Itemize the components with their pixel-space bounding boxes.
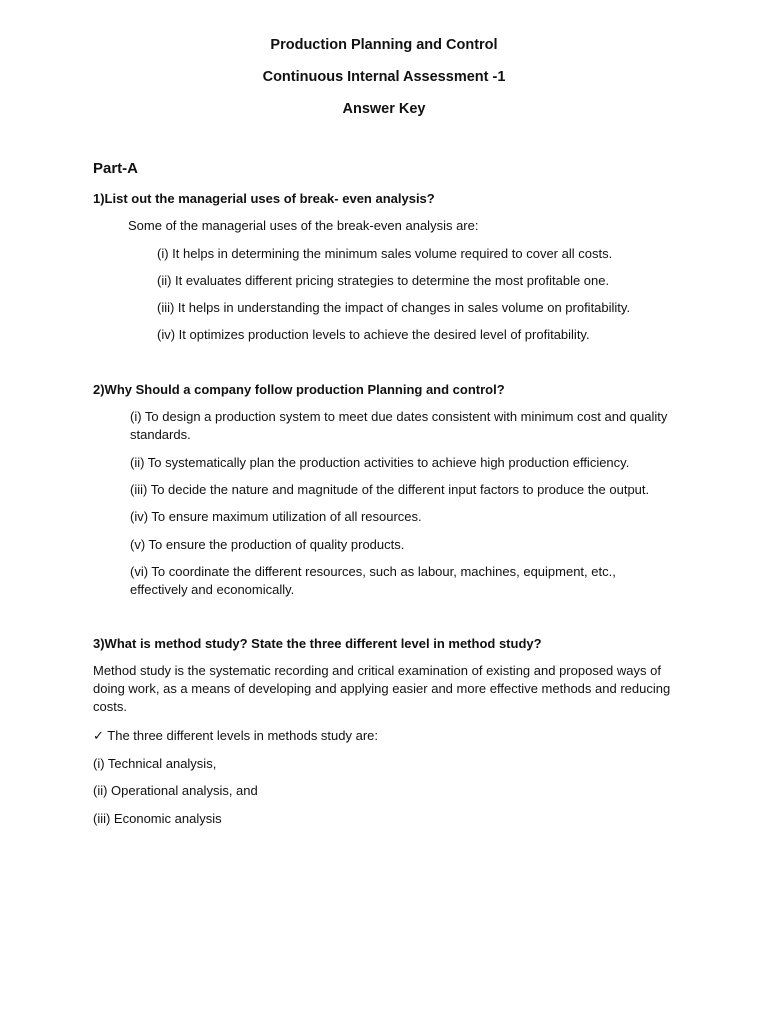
q3-level: (ii) Operational analysis, and [93, 783, 258, 798]
document-title: Production Planning and Control [270, 37, 498, 53]
question-1: 1)List out the managerial uses of break- even analysis? [93, 191, 435, 206]
q1-point: (iii) It helps in understanding the impact of changes in sales volume on profitability. [157, 300, 631, 315]
document-subtitle: Continuous Internal Assessment -1 [262, 69, 506, 85]
q3-level: (i) Technical analysis, [93, 756, 217, 771]
q1-point: (ii) It evaluates different pricing strategies to determine the most profitable one. [157, 273, 610, 288]
q2-point: (i) To design a production system to meet due dates consistent with minimum cost and quality standards. [130, 409, 668, 442]
q2-point: (vi) To coordinate the different resources, such as labour, machines, equipment, etc., effectively and economically. [130, 564, 616, 597]
q1-point: (iv) It optimizes production levels to achieve the desired level of profitability. [157, 327, 590, 342]
q1-intro: Some of the managerial uses of the break-even analysis are: [128, 218, 479, 233]
question-3: 3)What is method study? State the three different level in method study? [93, 636, 542, 651]
question-2: 2)Why Should a company follow production Planning and control? [93, 382, 505, 397]
q3-levels-intro: ✓ The three different levels in methods study are: [93, 728, 379, 743]
q2-point: (v) To ensure the production of quality products. [130, 537, 405, 552]
document-type: Answer Key [342, 101, 426, 117]
q2-point: (iii) To decide the nature and magnitude of the different input factors to produce the output. [130, 482, 650, 497]
part-a-heading: Part-A [93, 160, 139, 177]
q3-level: (iii) Economic analysis [93, 811, 222, 826]
q1-point: (i) It helps in determining the minimum sales volume required to cover all costs. [157, 246, 613, 261]
q2-point: (ii) To systematically plan the production activities to achieve high production efficiency. [130, 455, 630, 470]
q3-definition: Method study is the systematic recording and critical examination of existing and proposed ways of doing work, as a means of developing and applying easier and more effective methods and reducing costs. [93, 663, 671, 714]
q2-point: (iv) To ensure maximum utilization of all resources. [130, 509, 422, 524]
